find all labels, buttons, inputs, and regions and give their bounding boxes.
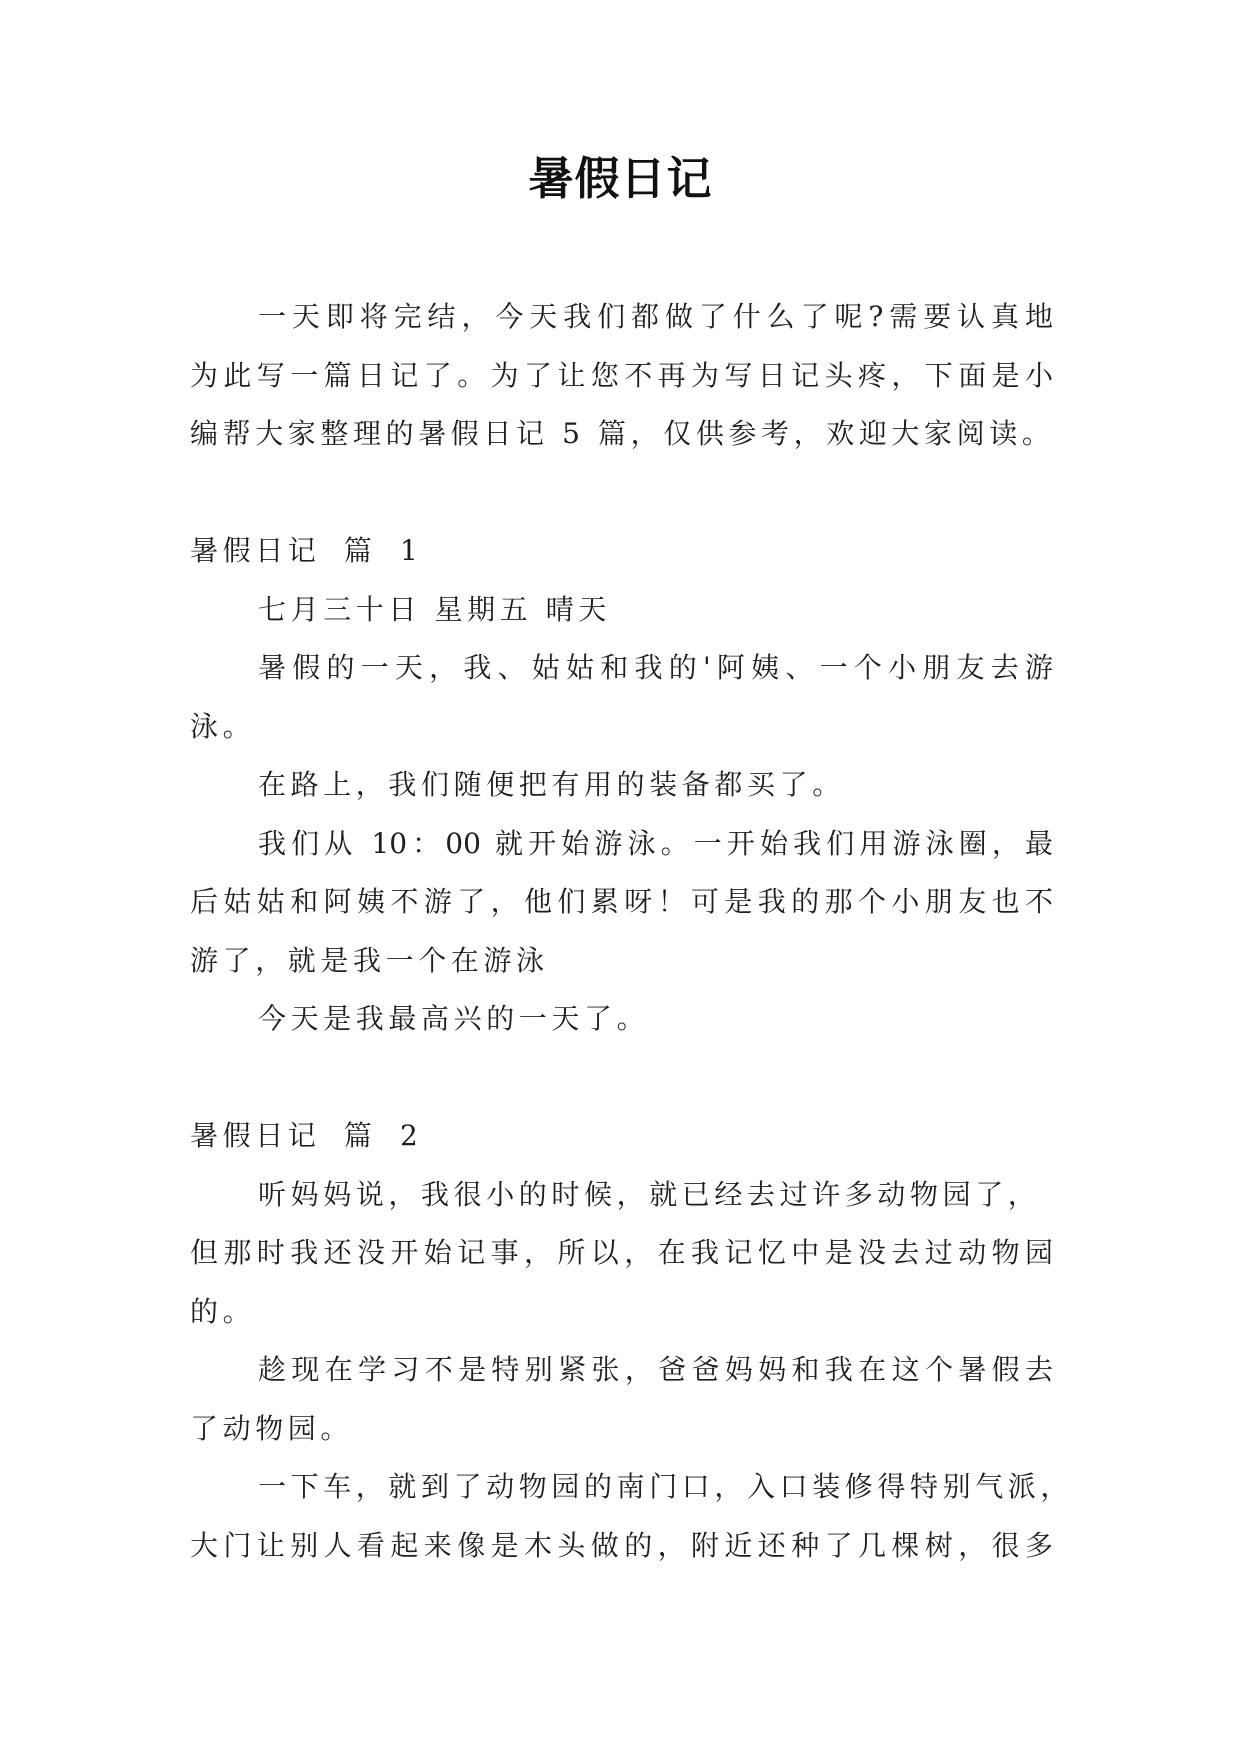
paragraph — [190, 1458, 1074, 1575]
diary-entry-1 — [190, 522, 1053, 1049]
paragraph-line: 的。 — [190, 1294, 256, 1328]
paragraph-line: 了动物园。 — [190, 1411, 354, 1445]
blank-line — [190, 464, 1053, 523]
paragraph-line: 七月三十日 星期五 晴天 — [258, 592, 612, 626]
paragraph — [190, 990, 1053, 1049]
paragraph — [190, 581, 1053, 640]
paragraph-line: 但那时我还没开始记事，所以，在我记忆中是没去过动物园 — [190, 1236, 1053, 1269]
paragraph — [190, 1166, 1053, 1342]
paragraph-line: 趁现在学习不是特别紧张，爸爸妈妈和我在这个暑假去 — [258, 1353, 1053, 1386]
paragraph-line: 听妈妈说，我很小的时候，就已经去过许多动物园了， — [258, 1177, 1041, 1211]
paragraph-line: 一天即将完结，今天我们都做了什么了呢?需要认真地 — [258, 300, 1053, 333]
paragraph-line: 为此写一篇日记了。为了让您不再为写日记头疼，下面是小 — [190, 358, 1053, 392]
paragraph-line: 我们从 10：00 就开始游泳。一开始我们用游泳圈，最 — [258, 826, 1053, 860]
paragraph-line: 暑假的一天，我、姑姑和我的'阿姨、一个小朋友去游 — [258, 651, 1053, 684]
paragraph — [190, 639, 1053, 756]
paragraph-line: 后姑姑和阿姨不游了，他们累呀！可是我的那个小朋友也不 — [190, 885, 1053, 918]
document-body — [190, 288, 1074, 1575]
paragraph-line: 在路上，我们随便把有用的装备都买了。 — [258, 768, 845, 801]
paragraph — [190, 756, 1053, 815]
blank-line — [190, 1049, 1053, 1108]
paragraph-line: 游了，就是我一个在游泳 — [190, 943, 549, 977]
paragraph-line: 一下车，就到了动物园的南门口，入口装修得特别气派， — [258, 1470, 1074, 1503]
paragraph-line: 编帮大家整理的暑假日记 5 篇，仅供参考，欢迎大家阅读。 — [190, 417, 1055, 450]
paragraph-line: 泳。 — [190, 709, 256, 743]
document-title: 暑假日记 — [528, 152, 713, 205]
intro-paragraph — [190, 288, 1053, 464]
paragraph-line: 今天是我最高兴的一天了。 — [258, 1002, 650, 1035]
entry-heading: 暑假日记 篇 2 — [190, 1119, 423, 1152]
diary-entry-2 — [190, 1107, 1074, 1575]
entry-heading: 暑假日记 篇 1 — [190, 534, 423, 567]
paragraph — [190, 815, 1053, 991]
paragraph — [190, 1341, 1053, 1458]
paragraph-line: 大门让别人看起来像是木头做的，附近还种了几棵树，很多 — [190, 1528, 1053, 1562]
